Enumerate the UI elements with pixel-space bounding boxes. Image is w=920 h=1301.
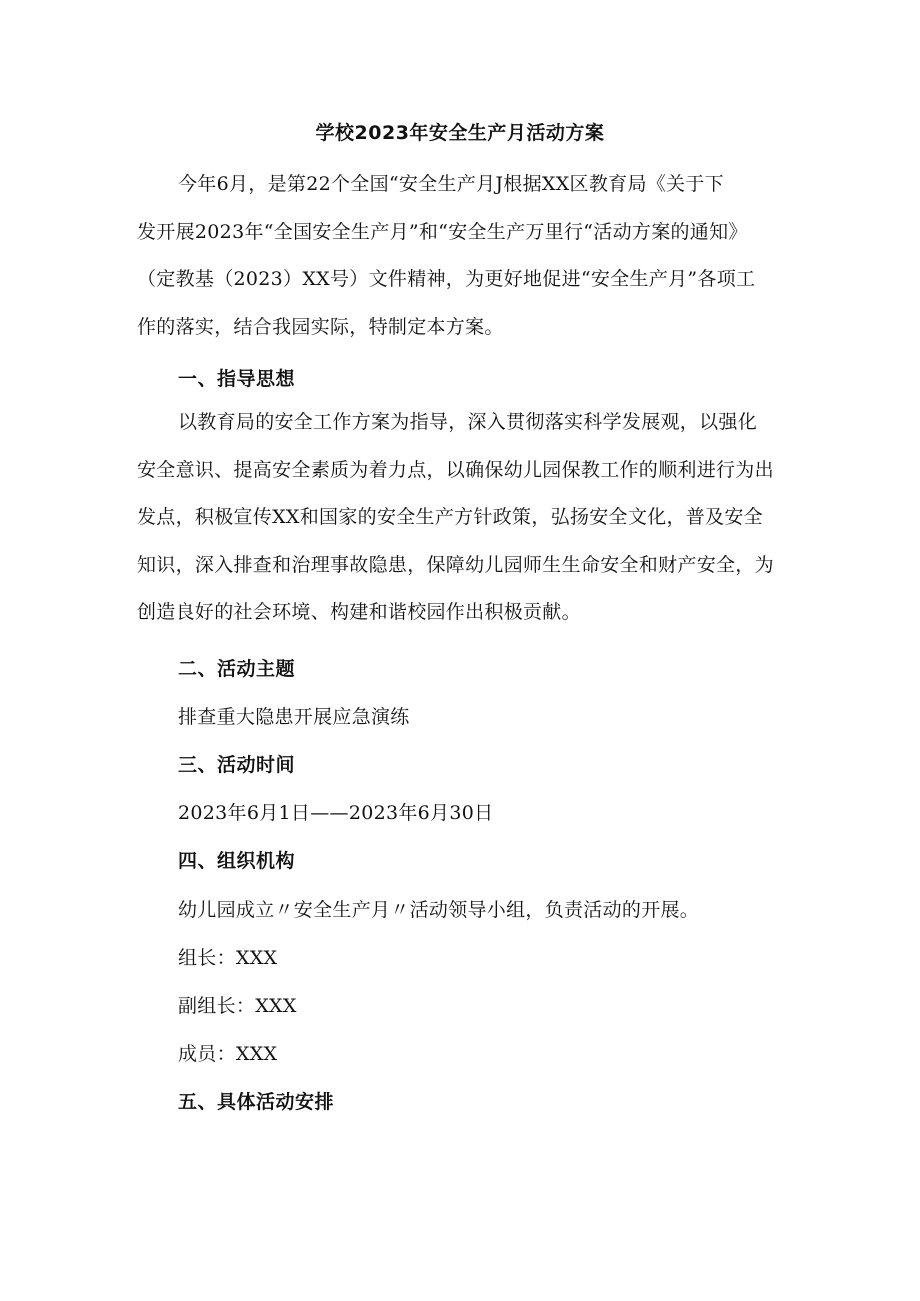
paragraph-line: 发点，积极宣传XX和国家的安全生产方针政策，弘扬安全文化，普及安全 — [137, 506, 763, 528]
activity-theme-text: 排查重大隐患开展应急演练 — [178, 706, 410, 728]
group-leader: 组长：XXX — [178, 947, 278, 969]
document-title: 学校2023年安全生产月活动方案 — [315, 122, 605, 144]
group-members: 成员：XXX — [178, 1043, 278, 1065]
section-heading-activity-arrangement: 五、具体活动安排 — [178, 1091, 335, 1113]
intro-paragraph — [137, 161, 793, 351]
organization-text: 幼儿园成立〃安全生产月〃活动领导小组，负责活动的开展。 — [178, 899, 700, 921]
paragraph-line: 安全意识、提高安全素质为着力点，以确保幼儿园保教工作的顺利进行为出 — [137, 458, 774, 481]
activity-time-text: 2023年6月1日——2023年6月30日 — [178, 802, 494, 824]
section-heading-activity-time: 三、活动时间 — [178, 754, 296, 776]
section-heading-guiding-ideology: 一、指导思想 — [178, 368, 296, 390]
paragraph-line: 以教育局的安全工作方案为指导，深入贯彻落实科学发展观，以强化 — [178, 411, 758, 433]
section-heading-organization: 四、组织机构 — [178, 850, 296, 872]
deputy-group-leader: 副组长：XXX — [178, 995, 297, 1017]
intro-line: 发开展2023年“全国安全生产月”和“安全生产万里行“活动方案的通知》 — [137, 220, 748, 243]
section-heading-activity-theme: 二、活动主题 — [178, 658, 296, 680]
intro-line: 今年6月，是第22个全国“安全生产月J根据XX区教育局《关于下 — [178, 173, 724, 195]
paragraph-line: 创造良好的社会环境、构建和谐校园作出积极贡献。 — [137, 601, 581, 623]
intro-line: 作的落实，结合我园实际，特制定本方案。 — [137, 315, 504, 338]
intro-line: （定教基（2023）XX号）文件精神，为更好地促进“安全生产月”各项工 — [137, 268, 756, 290]
guiding-ideology-paragraph — [137, 399, 793, 637]
paragraph-line: 知识，深入排查和治理事故隐患，保障幼儿园师生生命安全和财产安全，为 — [137, 553, 774, 576]
